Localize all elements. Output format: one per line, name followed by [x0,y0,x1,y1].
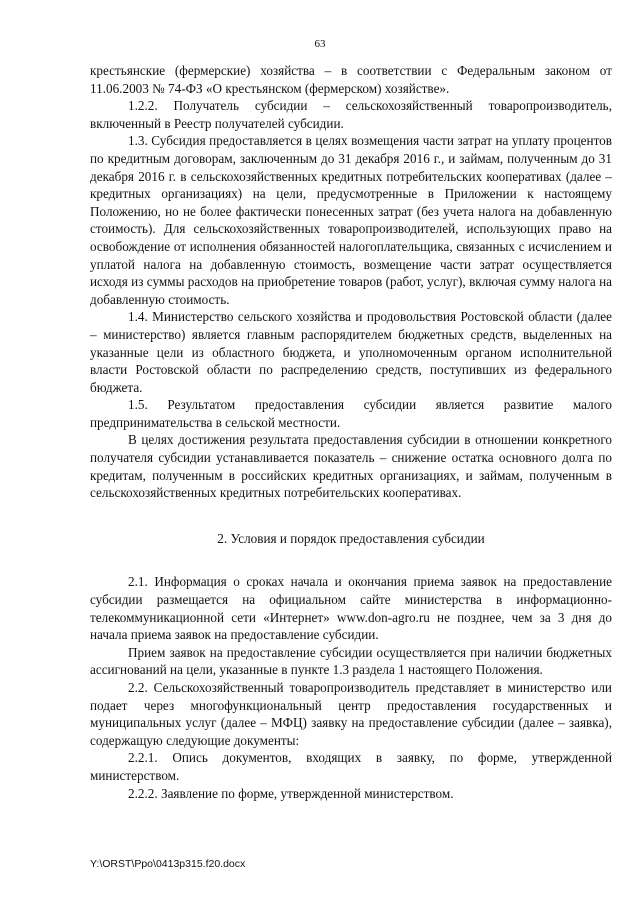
paragraph: 1.4. Министерство сельского хозяйства и продовольствия Ростовской области (далее – министерство) является главным распорядителем бюджетных средств, выделенных на указанные цели из областного бюджета, и уполномоченным органом исполнительной власти Ростовской области по распределению средств, поступивших из федерального бюджета. [90,309,612,395]
paragraph: В целях достижения результата предоставления субсидии в отношении конкретного получателя субсидии устанавливается показатель – снижение остатка основного долга по кредитам, полученным в российских кредитных организациях, и займам, полученным в сельскохозяйственных кредитных потребительских кооперативах. [90,432,612,501]
paragraph: 2.1. Информация о сроках начала и окончания приема заявок на предоставление субсидии размещается на официальном сайте министерства в информационно-телекоммуникационной сети «Интернет» www.don-agro.ru не позднее, чем за 3 дня до начала приема заявок на предоставление субсидии. [90,574,612,643]
paragraph: 2.2. Сельскохозяйственный товаропроизводитель представляет в министерство или подает через многофункциональный центр предоставления государственных и муниципальных услуг (далее – МФЦ) заявку на предоставление субсидии (далее – заявка), содержащую следующие документы: [90,680,612,748]
paragraph: 1.5. Результатом предоставления субсидии является развитие малого предпринимательства в сельской местности. [90,397,612,430]
paragraph: 2.2.2. Заявление по форме, утвержденной министерством. [128,785,454,801]
paragraph: 1.3. Субсидия предоставляется в целях возмещения части затрат на уплату процентов по кредитным договорам, заключенным до 31 декабря 2016 г., и займам, полученным до 31 декабря 2016 г. в сельскохозяйственных кредитных потребительских кооперативах (далее – кредитных организациях) на цели, предусмотренные в Приложении к настоящему Положению, но не более фактически понесенных затрат (без учета налога на добавленную стоимость). Для сельскохозяйственных товаропроизводителей, использующих право на освобождение от исполнения обязанностей налогоплательщика, связанных с исчислением и уплатой налога на добавленную стоимость, возмещение части затрат осуществляется исходя из суммы расходов на приобретение товаров (работ, услуг), включая сумму налога на добавленную стоимость. [90,133,612,307]
paragraph: 2.2.1. Опись документов, входящих в заявку, по форме, утвержденной министерством. [90,750,612,783]
section-2-body [90,573,612,802]
footer-file-path: Y:\ORST\Ppo\0413p315.f20.docx [90,858,246,870]
paragraph: Прием заявок на предоставление субсидии осуществляется при наличии бюджетных ассигнований на цели, указанные в пункте 1.3 раздела 1 настоящего Положения. [90,644,612,678]
section-1-continuation [90,62,612,502]
document-body [90,62,612,802]
paragraph: крестьянские (фермерские) хозяйства – в соответствии с Федеральным законом от 11.06.2003 № 74-ФЗ «О крестьянском (фермерском) хозяйстве». [90,63,612,96]
paragraph: 1.2.2. Получатель субсидии – сельскохозяйственный товаропроизводитель, включенный в Реестр получателей субсидии. [90,98,612,131]
page-number: 63 [314,38,326,50]
section-heading: 2. Условия и порядок предоставления субсидии [217,530,485,546]
